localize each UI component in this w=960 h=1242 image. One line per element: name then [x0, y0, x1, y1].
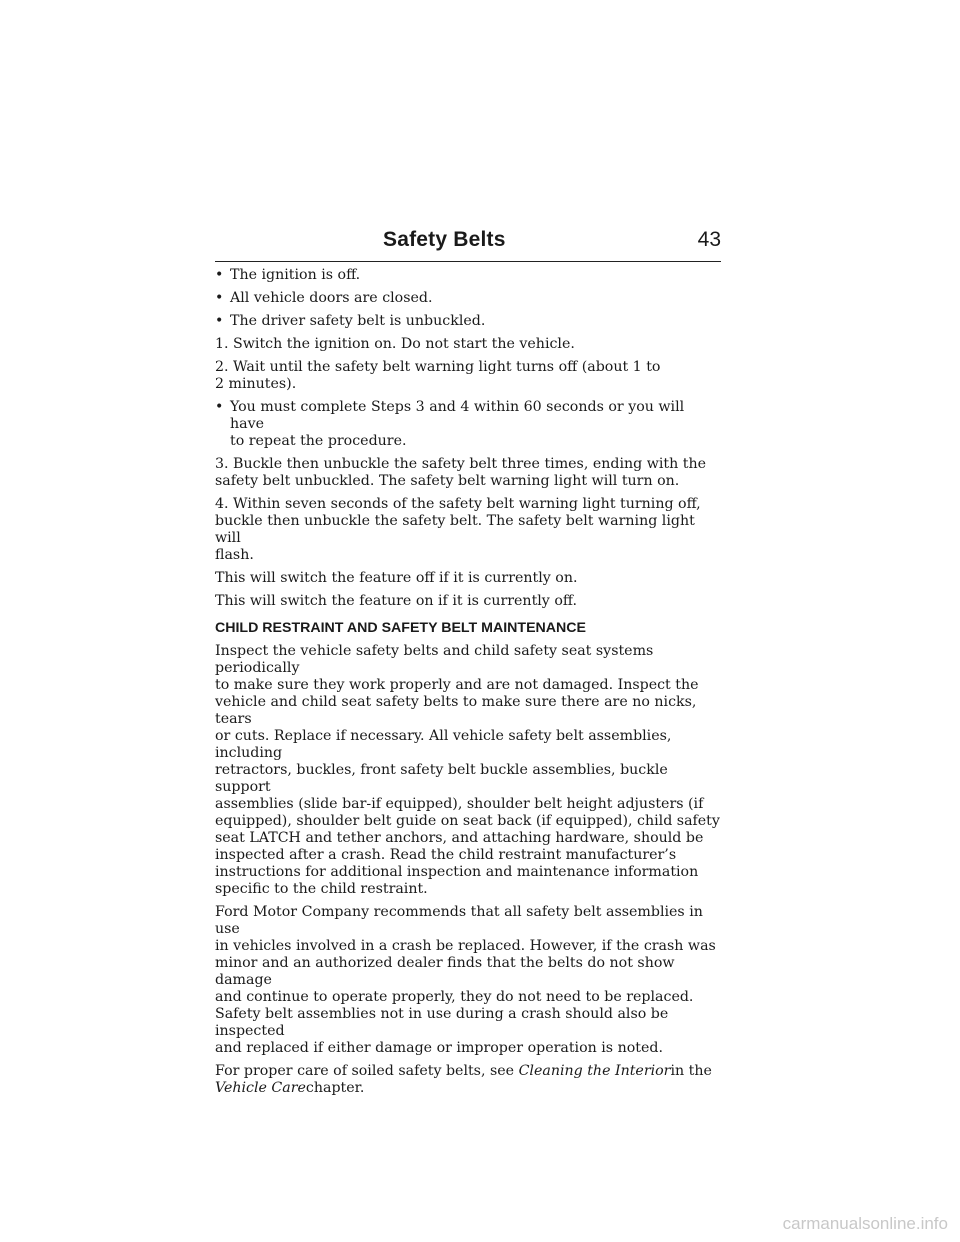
bullet-icon: • [215, 290, 224, 306]
page-header [215, 225, 721, 262]
care-paragraph [215, 1063, 721, 1097]
section-heading: CHILD RESTRAINT AND SAFETY BELT MAINTENANCE [215, 620, 586, 636]
paragraph-line: or cuts. Replace if necessary. All vehicle safety belt assemblies, including [215, 728, 672, 761]
paragraph-line: equipped), shoulder belt guide on seat back (if equipped), child safety [215, 813, 720, 829]
step-1-text: 1. Switch the ignition on. Do not start the vehicle. [215, 336, 575, 352]
step-4-line: buckle then unbuckle the safety belt. The safety belt warning light will [215, 513, 695, 546]
step-3-line: 3. Buckle then unbuckle the safety belt three times, ending with the [215, 456, 706, 472]
paragraph-line: instructions for additional inspection and maintenance information [215, 864, 699, 880]
note-line: You must complete Steps 3 and 4 within 60 seconds or you will have [230, 399, 685, 432]
result-on: This will switch the feature on if it is currently off. [215, 593, 577, 609]
paragraph-line: to make sure they work properly and are not damaged. Inspect the [215, 677, 699, 693]
step-3-line: safety belt unbuckled. The safety belt warning light will turn on. [215, 473, 680, 489]
paragraph-line: and replaced if either damage or improper operation is noted. [215, 1040, 663, 1056]
bullet-item [215, 290, 721, 307]
step-1 [215, 336, 721, 353]
bullet-icon: • [215, 313, 224, 329]
care-mid-text: in the [670, 1063, 712, 1079]
paragraph-line: specific to the child restraint. [215, 881, 428, 897]
paragraph-line: in vehicles involved in a crash be replaced. However, if the crash was [215, 938, 716, 954]
paragraph-line [215, 1063, 721, 1080]
note-line: to repeat the procedure. [230, 433, 407, 449]
paragraph-line: Safety belt assemblies not in use during a crash should also be inspected [215, 1006, 669, 1039]
paragraph-line: inspected after a crash. Read the child restraint manufacturer’s [215, 847, 677, 863]
page-content [215, 267, 721, 1103]
cleaning-interior-link[interactable]: Cleaning the Interior [518, 1063, 671, 1079]
bullet-icon: • [215, 267, 224, 283]
paragraph-line [215, 1080, 721, 1097]
paragraph-line: seat LATCH and tether anchors, and attaching hardware, should be [215, 830, 704, 846]
bullet-item-note [215, 399, 721, 450]
step-4-line: flash. [215, 547, 254, 563]
bullet-text: All vehicle doors are closed. [230, 290, 433, 306]
watermark: carmanualsonline.info [782, 1214, 948, 1233]
bullet-icon: • [215, 399, 224, 415]
step-2-line: 2 minutes). [215, 376, 297, 392]
paragraph-line: and continue to operate properly, they do not need to be replaced. [215, 989, 694, 1005]
step-4-line: 4. Within seven seconds of the safety belt warning light turning off, [215, 496, 701, 512]
step-3 [215, 456, 721, 490]
result-off: This will switch the feature off if it is currently on. [215, 570, 578, 586]
ford-paragraph [215, 904, 721, 1057]
step-2 [215, 359, 721, 393]
bullet-item [215, 313, 721, 330]
paragraph-line: vehicle and child seat safety belts to make sure there are no nicks, tears [215, 694, 697, 727]
bullet-text: The driver safety belt is unbuckled. [230, 313, 486, 329]
paragraph-line: Inspect the vehicle safety belts and child safety seat systems periodically [215, 643, 654, 676]
bullet-text: The ignition is off. [230, 267, 361, 283]
bullet-item [215, 267, 721, 284]
paragraph-line: retractors, buckles, front safety belt buckle assemblies, buckle support [215, 762, 668, 795]
section-title: Safety Belts [383, 228, 506, 251]
inspect-paragraph [215, 643, 721, 898]
paragraph-line: minor and an authorized dealer finds that the belts do not show damage [215, 955, 675, 988]
paragraph-line: Ford Motor Company recommends that all safety belt assemblies in use [215, 904, 703, 937]
care-lead-text: For proper care of soiled safety belts, see [215, 1063, 515, 1079]
care-tail-text: chapter. [305, 1080, 365, 1096]
paragraph-line: assemblies (slide bar-if equipped), shoulder belt height adjusters (if [215, 796, 704, 812]
step-4 [215, 496, 721, 564]
page-number: 43 [697, 228, 721, 251]
vehicle-care-link[interactable]: Vehicle Care [215, 1080, 306, 1096]
step-2-line: 2. Wait until the safety belt warning light turns off (about 1 to [215, 359, 661, 375]
